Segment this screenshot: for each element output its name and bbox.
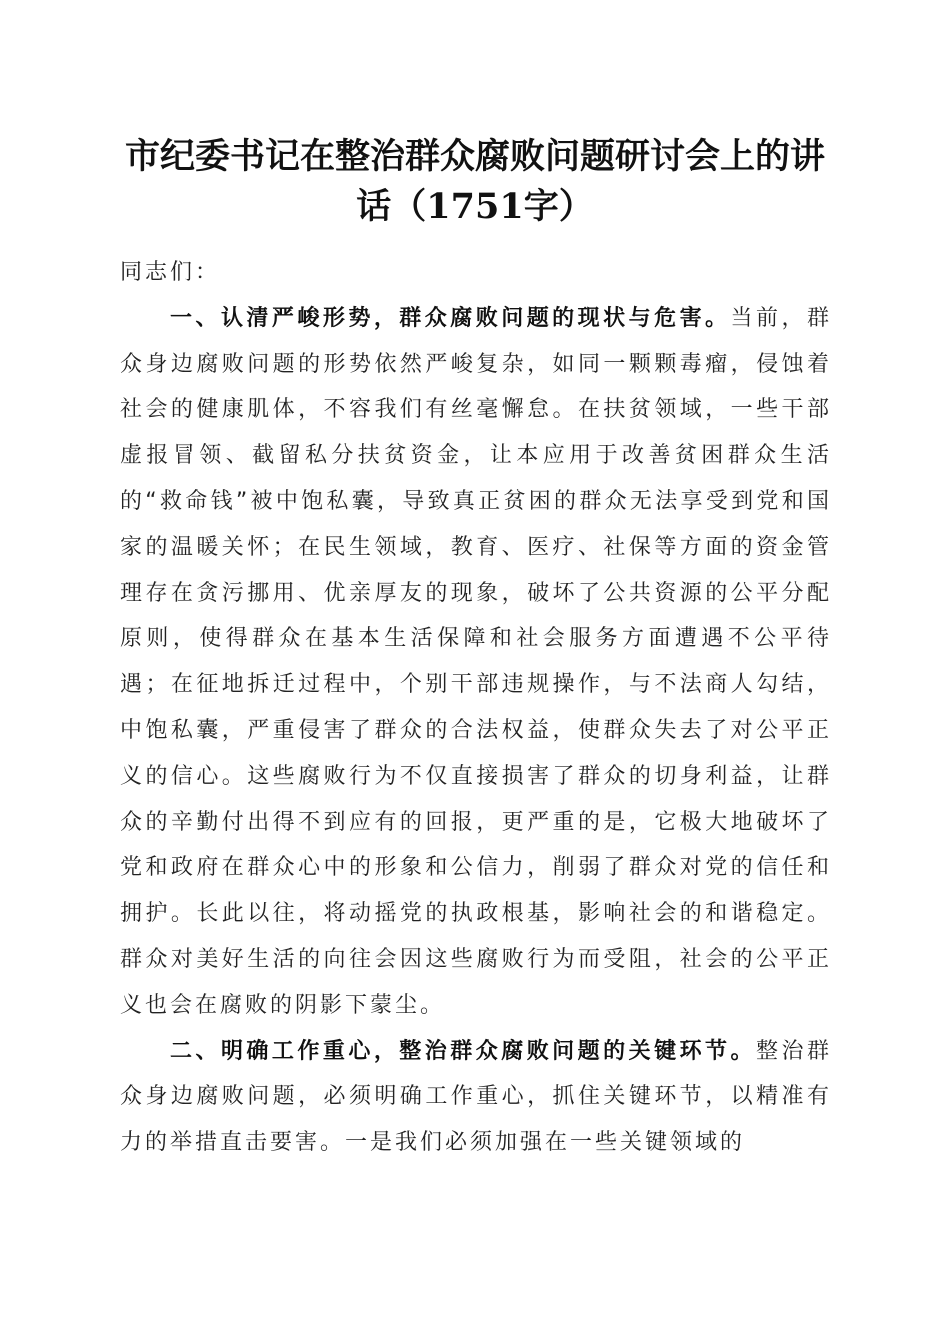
section-heading-1: 一、认清严峻形势，群众腐败问题的现状与危害。 [170,305,731,331]
paragraph-2 [120,1029,832,1166]
paragraph-1 [120,296,832,1029]
document-body [120,250,832,1166]
document-title: 市纪委书记在整治群众腐败问题研讨会上的讲话（1751字） [124,136,825,227]
salutation: 同志们： [120,260,221,285]
paragraph-text-1: 当前，群众身边腐败问题的形势依然严峻复杂，如同一颗颗毒瘤，侵蚀着社会的健康肌体，不容我们有丝毫懈怠。在扶贫领域，一些干部虚报冒领、截留私分扶贫资金，让本应用于改善贫困群众生活的“救命钱”被中饱私囊，导致真正贫困的群众无法享受到党和国家的温暖关怀；在民生领域，教育、医疗、社保等方面的资金管理存在贪污挪用、优亲厚友的现象，破坏了公共资源的公平分配原则，使得群众在基本生活保障和社会服务方面遭遇不公平待遇；在征地拆迁过程中，个别干部违规操作，与不法商人勾结，中饱私囊，严重侵害了群众的合法权益，使群众失去了对公平正义的信心。这些腐败行为不仅直接损害了群众的切身利益，让群众的辛勤付出得不到应有的回报，更严重的是，它极大地破坏了党和政府在群众心中的形象和公信力，削弱了群众对党的信任和拥护。长此以往，将动摇党的执政根基，影响社会的和谐稳定。群众对美好生活的向往会因这些腐败行为而受阻，社会的公平正义也会在腐败的阴影下蒙尘。 [120,305,832,1018]
section-heading-2: 二、明确工作重心，整治群众腐败问题的关键环节。 [170,1038,757,1064]
paragraph-text-2: 整治群众身边腐败问题，必须明确工作重心，抓住关键环节，以精准有力的举措直击要害。一是我们必须加强在一些关键领域的 [120,1038,832,1156]
